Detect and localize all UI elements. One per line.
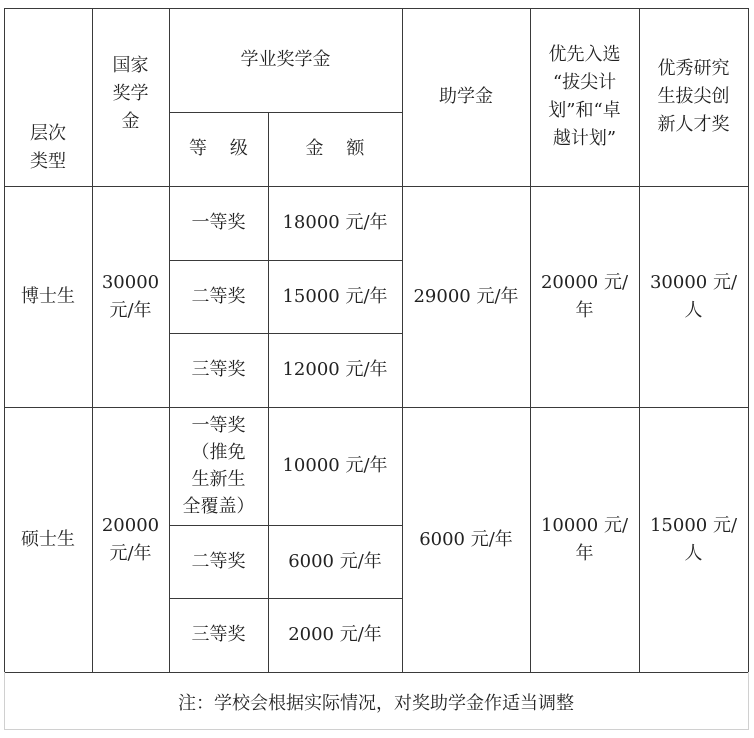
phd-grant: 29000 元/年 — [413, 285, 519, 307]
grid-col-3 — [169, 8, 170, 673]
header-excellent-award: 优秀研究 生拔尖创 新人才奖 — [657, 58, 730, 135]
phd-amount-3: 12000 元/年 — [282, 359, 388, 380]
grid-phd-row-2 — [169, 333, 402, 334]
master-grade-2: 二等奖 — [191, 550, 246, 572]
phd-grade-3: 三等奖 — [191, 359, 246, 380]
header-amount: 金 额 — [305, 138, 365, 159]
grid-top — [4, 8, 749, 9]
header-grant: 助学金 — [439, 86, 493, 107]
header-academic-scholarship: 学业奖学金 — [240, 49, 331, 70]
grid-master-row-1 — [169, 525, 402, 526]
phd-amount-1: 18000 元/年 — [282, 212, 388, 233]
grid-col-2 — [92, 8, 93, 673]
grid-phd-bottom — [4, 407, 749, 408]
grid-master-bottom — [4, 672, 749, 673]
grid-header-bottom — [4, 186, 749, 187]
master-national-amount: 20000 元/年 — [101, 514, 160, 564]
header-national-scholarship: 国家 奖学 金 — [112, 55, 149, 132]
grid-academic-split — [169, 112, 402, 113]
grid-master-row-2 — [169, 598, 402, 599]
master-label: 硕士生 — [21, 528, 75, 550]
phd-excellent-award: 30000 元/ 人 — [649, 271, 738, 321]
master-grant: 6000 元/年 — [419, 528, 513, 550]
footnote: 注：学校会根据实际情况，对奖助学金作适当调整 — [178, 693, 574, 714]
grid-note-right — [748, 672, 749, 730]
header-grade: 等 级 — [189, 138, 248, 159]
phd-label: 博士生 — [21, 285, 75, 307]
grid-footnote-bottom — [4, 729, 749, 730]
phd-grade-1: 一等奖 — [191, 212, 246, 233]
grid-col-4 — [268, 112, 269, 673]
master-priority-plan: 10000 元/ 年 — [540, 514, 629, 564]
master-amount-3: 2000 元/年 — [288, 624, 382, 645]
grid-col-5 — [402, 8, 403, 673]
grid-phd-row-1 — [169, 260, 402, 261]
master-amount-2: 6000 元/年 — [288, 550, 382, 572]
grid-col-6 — [530, 8, 531, 673]
grid-left — [4, 8, 5, 673]
grid-col-7 — [639, 8, 640, 673]
grid-note-left — [4, 672, 5, 730]
grid-right — [748, 8, 749, 673]
phd-priority-plan: 20000 元/ 年 — [540, 271, 629, 321]
phd-amount-2: 15000 元/年 — [282, 285, 388, 307]
header-level-type: 层次 类型 — [30, 123, 66, 172]
master-amount-1: 10000 元/年 — [282, 455, 388, 476]
master-grade-1: 一等奖 （推免 生新生 全覆盖） — [182, 415, 255, 517]
phd-national-amount: 30000 元/年 — [101, 271, 160, 321]
phd-grade-2: 二等奖 — [191, 285, 246, 307]
master-grade-3: 三等奖 — [191, 624, 246, 645]
master-excellent-award: 15000 元/ 人 — [649, 514, 738, 564]
header-priority-plan: 优先入选 “拔尖计 划”和“卓 越计划” — [548, 44, 621, 149]
